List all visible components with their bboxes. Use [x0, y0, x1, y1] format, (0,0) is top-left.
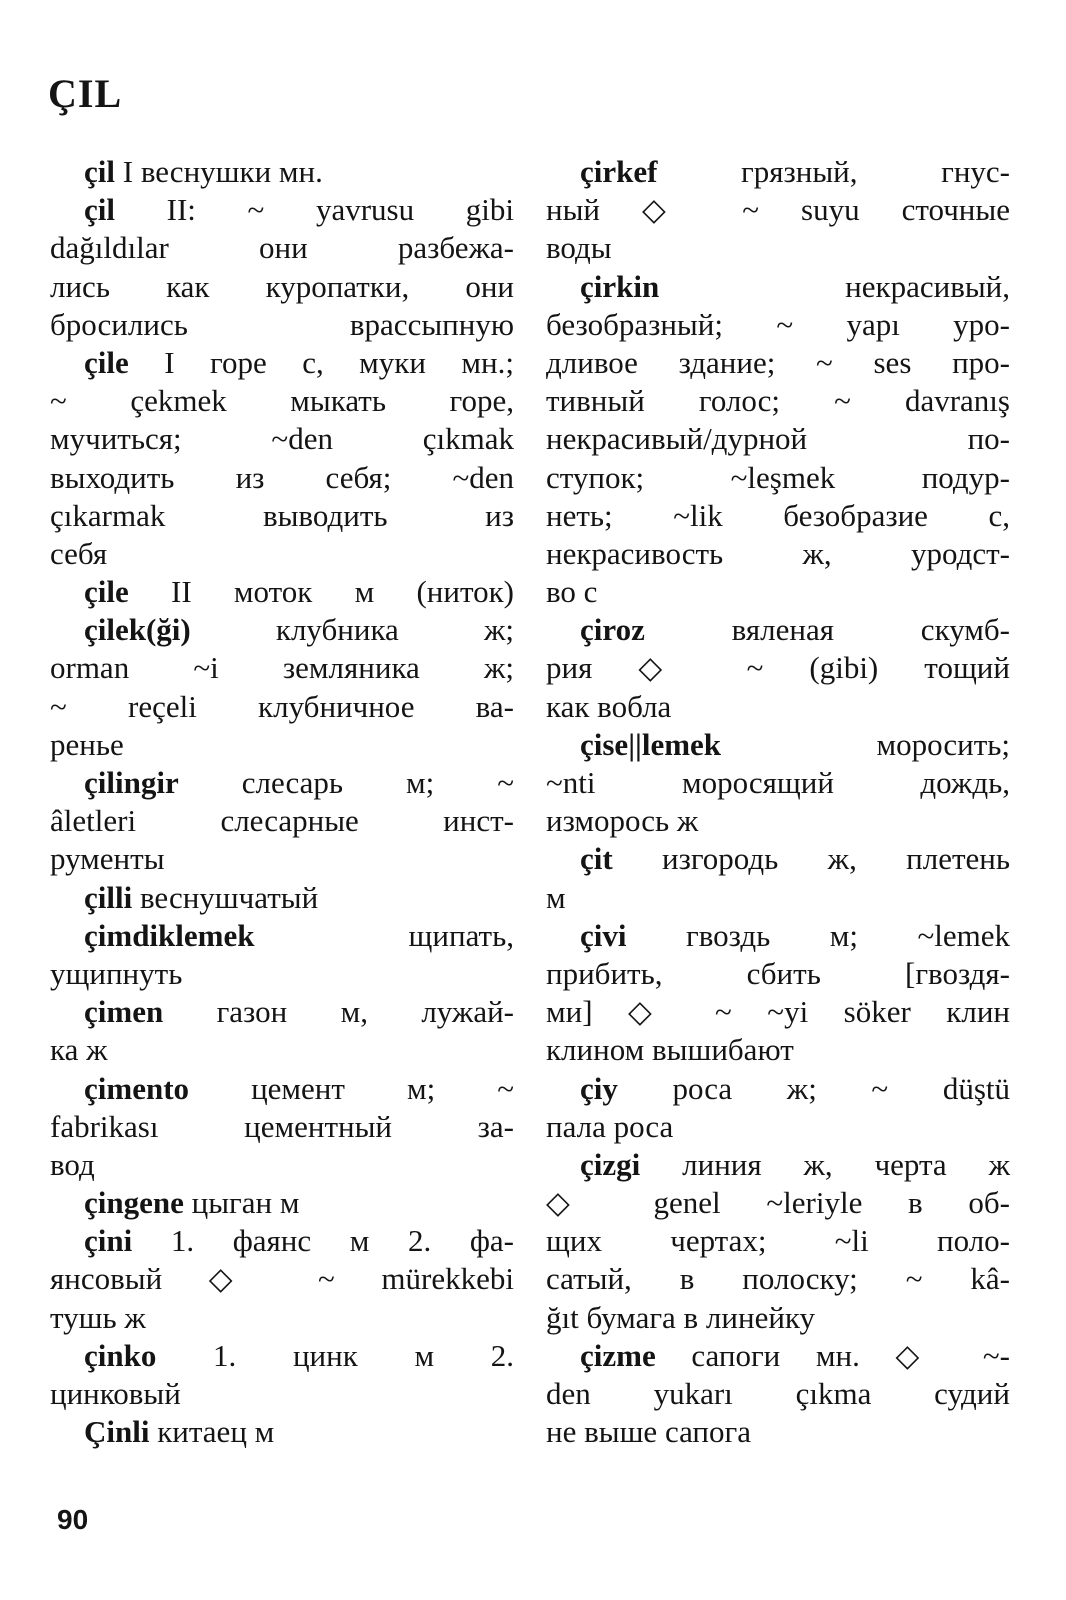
- headword: çingene: [84, 1185, 184, 1221]
- headword: çilek(ği): [84, 612, 191, 648]
- entry-continuation-line: янсовый ◇ ~ mürekkebi: [50, 1261, 514, 1297]
- entry-continuation-line: рия ◇ ~ (gibi) тощий: [546, 650, 1010, 686]
- entry-headword-line: çimdiklemek щипать,: [84, 917, 514, 953]
- headword: çil: [84, 154, 115, 189]
- entry-continuation-line: мучиться; ~den çıkmak: [50, 421, 514, 457]
- entry-headword-line: çirkef грязный, гнус-: [580, 154, 1010, 189]
- entry-headword-line: çiy роса ж; ~ düştü: [580, 1070, 1010, 1106]
- entry-continuation-line: ренье: [50, 726, 124, 762]
- entry-continuation-line: рументы: [50, 841, 165, 877]
- headword: Çinli: [84, 1414, 150, 1450]
- entry-continuation-line: fabrikası цементный за-: [50, 1108, 514, 1144]
- entry-headword-line: çile I горе с, муки мн.;: [84, 344, 514, 380]
- entry-continuation-line: бросились врассыпную: [50, 306, 514, 342]
- entry-headword-line: çizme сапоги мн. ◇ ~-: [580, 1337, 1010, 1373]
- entry-headword-line: çingene цыган м: [84, 1185, 300, 1221]
- headword: çiroz: [580, 612, 645, 648]
- headword: çile: [84, 344, 129, 380]
- entry-continuation-line: orman ~i земляника ж;: [50, 650, 514, 686]
- headword: çini: [84, 1223, 133, 1259]
- entry-continuation-line: цинковый: [50, 1376, 181, 1411]
- headword: çiy: [580, 1070, 618, 1106]
- entry-headword-line: çivi гвоздь м; ~lemek: [580, 917, 1010, 953]
- headword: çimen: [84, 994, 164, 1030]
- entry-continuation-line: дливое здание; ~ ses про-: [546, 344, 1010, 380]
- entry-continuation-line: ный ◇ ~ suyu сточные: [546, 192, 1010, 228]
- entry-continuation-line: м: [546, 879, 566, 915]
- entry-continuation-line: ğıt бумага в линейку: [546, 1299, 816, 1335]
- entry-continuation-line: неть; ~lik безобразие с,: [546, 497, 1010, 533]
- entry-continuation-line: ка ж: [50, 1032, 108, 1068]
- entry-continuation-line: вод: [50, 1146, 95, 1182]
- entry-continuation-line: щих чертах; ~li поло-: [546, 1223, 1010, 1259]
- entry-continuation-line: den yukarı çıkma судий: [546, 1376, 1010, 1411]
- headword: çimdiklemek: [84, 917, 255, 953]
- entry-continuation-line: ми] ◇ ~ ~yi söker клин: [546, 994, 1010, 1030]
- entry-headword-line: çiroz вяленая скумб-: [580, 612, 1010, 648]
- page-number: 90: [57, 1504, 89, 1535]
- entry-headword-line: çilingir слесарь м; ~: [84, 765, 514, 800]
- entry-continuation-line: ступок; ~leşmek подур-: [546, 459, 1010, 495]
- entry-headword-line: çise||lemek моросить;: [580, 726, 1010, 762]
- headword: çizme: [580, 1337, 656, 1373]
- headword: çirkin: [580, 268, 660, 304]
- entry-continuation-line: пала роса: [546, 1108, 674, 1144]
- entry-headword-line: çilli веснушчатый: [84, 879, 319, 915]
- entry-continuation-line: клином вышибают: [546, 1032, 794, 1068]
- entry-continuation-line: прибить, сбить [гвоздя-: [546, 955, 1010, 991]
- entry-headword-line: çit изгородь ж, плетень: [580, 841, 1010, 877]
- entry-continuation-line: некрасивый/дурной по-: [546, 421, 1010, 457]
- headword: çil: [84, 192, 115, 228]
- right-column: [546, 153, 1010, 1451]
- headword: çivi: [580, 917, 627, 953]
- entry-continuation-line: лись как куропатки, они: [50, 268, 514, 304]
- headword: çilingir: [84, 765, 179, 800]
- entry-continuation-line: dağıldılar они разбежа-: [50, 230, 514, 266]
- entry-continuation-line: тивный голос; ~ davranış: [546, 383, 1010, 419]
- entry-continuation-line: тушь ж: [50, 1299, 146, 1335]
- entry-continuation-line: во с: [546, 574, 598, 610]
- entry-continuation-line: изморось ж: [546, 803, 699, 839]
- entry-headword-line: çinko 1. цинк м 2.: [84, 1337, 514, 1373]
- entry-continuation-line: ~ reçeli клубничное ва-: [50, 688, 514, 724]
- headword: çimento: [84, 1070, 190, 1106]
- entry-headword-line: çini 1. фаянс м 2. фа-: [84, 1223, 514, 1259]
- entry-continuation-line: ◇ genel ~leriyle в об-: [546, 1185, 1010, 1221]
- entry-headword-line: çilek(ği) клубника ж;: [84, 612, 514, 648]
- entry-continuation-line: как вобла: [546, 688, 672, 724]
- left-column: [50, 153, 514, 1451]
- entry-continuation-line: себя: [50, 535, 108, 571]
- entry-headword-line: çil II: ~ yavrusu gibi: [84, 192, 514, 228]
- entry-headword-line: çizgi линия ж, черта ж: [580, 1146, 1010, 1182]
- headword: çise||lemek: [580, 726, 722, 762]
- entry-headword-line: çil I веснушки мн.: [84, 154, 323, 189]
- running-head: ÇIL: [48, 71, 123, 116]
- entry-continuation-line: ~ çekmek мыкать горе,: [50, 383, 514, 419]
- entry-continuation-line: сатый, в полоску; ~ kâ-: [546, 1261, 1010, 1297]
- entry-continuation-line: âletleri слесарные инст-: [50, 803, 514, 839]
- entry-continuation-line: воды: [546, 230, 612, 266]
- entry-continuation-line: безобразный; ~ yapı уро-: [546, 306, 1010, 342]
- entry-continuation-line: ущипнуть: [50, 955, 183, 991]
- headword: çizgi: [580, 1146, 641, 1182]
- entry-headword-line: çile II моток м (ниток): [84, 574, 514, 610]
- entry-continuation-line: çıkarmak выводить из: [50, 497, 514, 533]
- headword: çit: [580, 841, 613, 877]
- entry-continuation-line: некрасивость ж, уродст-: [546, 535, 1010, 571]
- entry-continuation-line: выходить из себя; ~den: [50, 459, 514, 495]
- entry-headword-line: çimen газон м, лужай-: [84, 994, 514, 1030]
- entry-continuation-line: не выше сапога: [546, 1414, 751, 1450]
- headword: çirkef: [580, 154, 658, 189]
- entry-headword-line: çirkin некрасивый,: [580, 268, 1010, 304]
- headword: çile: [84, 574, 129, 610]
- headword: çinko: [84, 1337, 157, 1373]
- entry-continuation-line: ~nti моросящий дождь,: [546, 765, 1010, 800]
- headword: çilli: [84, 879, 133, 915]
- entry-headword-line: Çinli китаец м: [84, 1414, 275, 1450]
- entry-headword-line: çimento цемент м; ~: [84, 1070, 514, 1106]
